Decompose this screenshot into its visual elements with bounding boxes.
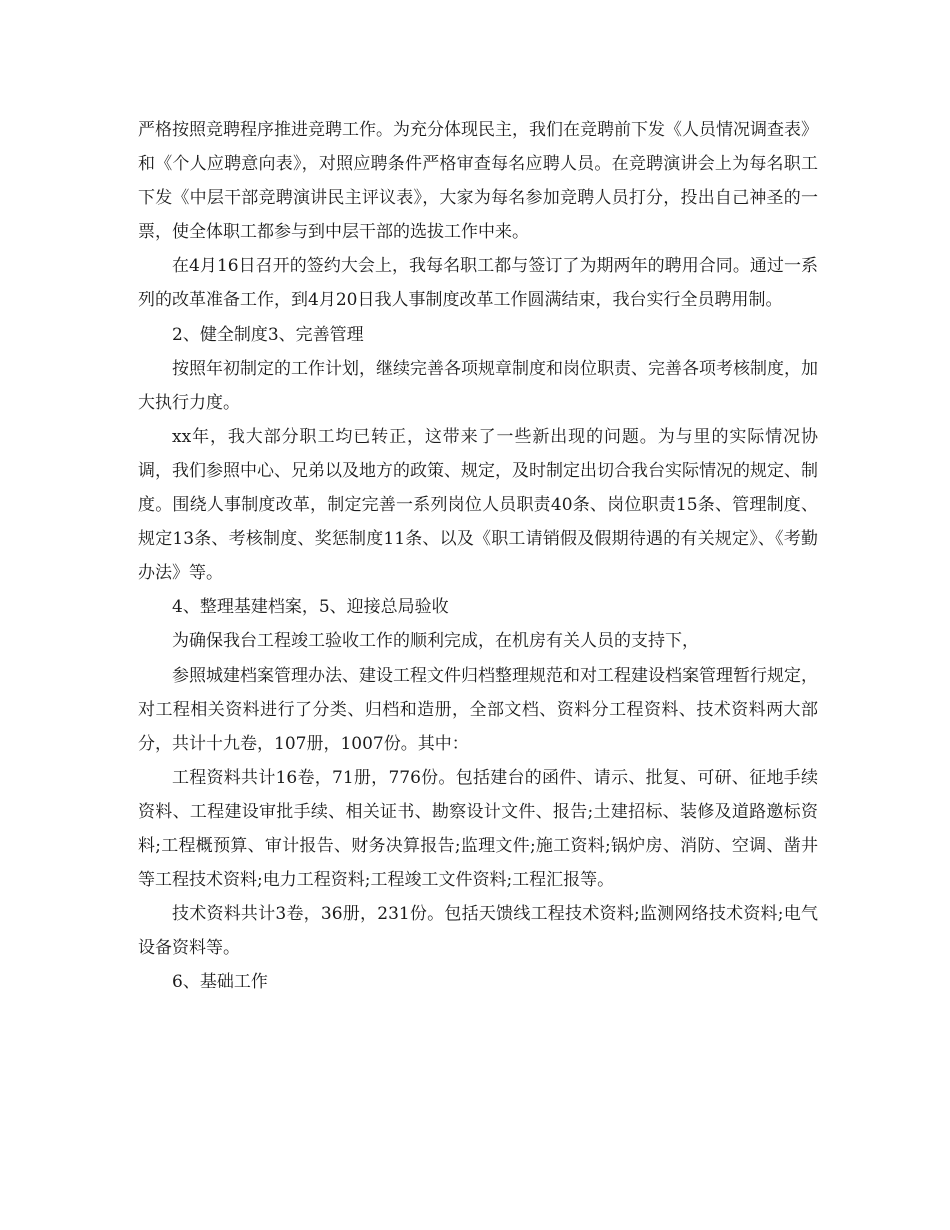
paragraph-work-plan: 按照年初制定的工作计划，继续完善各项规章制度和岗位职责、完善各项考核制度，加大执行力度。 xyxy=(138,358,818,413)
section-heading-basic-work: 6、基础工作 xyxy=(172,972,268,993)
paragraph-technical-materials: 技术资料共计3卷，36册，231份。包括天馈线工程技术资料;监测网络技术资料;电气设备资料等。 xyxy=(138,904,818,959)
document-body xyxy=(138,113,818,999)
section-heading-system-management: 2、健全制度3、完善管理 xyxy=(172,324,364,345)
paragraph-competition-procedure: 严格按照竞聘程序推进竞聘工作。为充分体现民主，我们在竞聘前下发《人员情况调查表》和《个人应聘意向表》，对照应聘条件严格审查每名应聘人员。在竞聘演讲会上为每名职工下发《中层干部竞聘演讲民主评议表》，大家为每名参加竞聘人员打分，投出自己神圣的一票，使全体职工都参与到中层干部的选拔工作中来。 xyxy=(138,120,818,243)
paragraph-regulations: xx年，我大部分职工均已转正，这带来了一些新出现的问题。为与里的实际情况协调，我们参照中心、兄弟以及地方的政策、规定，及时制定出切合我台实际情况的规定、制度。围绕人事制度改革，制定完善一系列岗位人员职责40条、岗位职责15条、管理制度、规定13条、考核制度、奖惩制度11条、以及《职工请销假及假期待遇的有关规定》、《考勤办法》等。 xyxy=(138,426,818,584)
paragraph-contract-signing: 在4月16日召开的签约大会上，我每名职工都与签订了为期两年的聘用合同。通过一系列的改革准备工作，到4月20日我人事制度改革工作圆满结束，我台实行全员聘用制。 xyxy=(138,256,818,311)
section-heading-archives-acceptance: 4、整理基建档案，5、迎接总局验收 xyxy=(172,597,449,618)
paragraph-acceptance-support: 为确保我台工程竣工验收工作的顺利完成，在机房有关人员的支持下， xyxy=(172,631,699,652)
paragraph-engineering-materials: 工程资料共计16卷，71册，776份。包括建台的函件、请示、批复、可研、征地手续资料、工程建设审批手续、相关证书、勘察设计文件、报告;土建招标、装修及道路邀标资料;工程概预算、审计报告、财务决算报告;监理文件;施工资料;锅炉房、消防、空调、凿井等工程技术资料;电力工程资料;工程竣工文件资料;工程汇报等。 xyxy=(138,767,818,891)
paragraph-archive-classification: 参照城建档案管理办法、建设工程文件归档整理规范和对工程建设档案管理暂行规定，对工程相关资料进行了分类、归档和造册，全部文档、资料分工程资料、技术资料两大部分，共计十九卷，107册，1007份。其中： xyxy=(138,665,818,754)
